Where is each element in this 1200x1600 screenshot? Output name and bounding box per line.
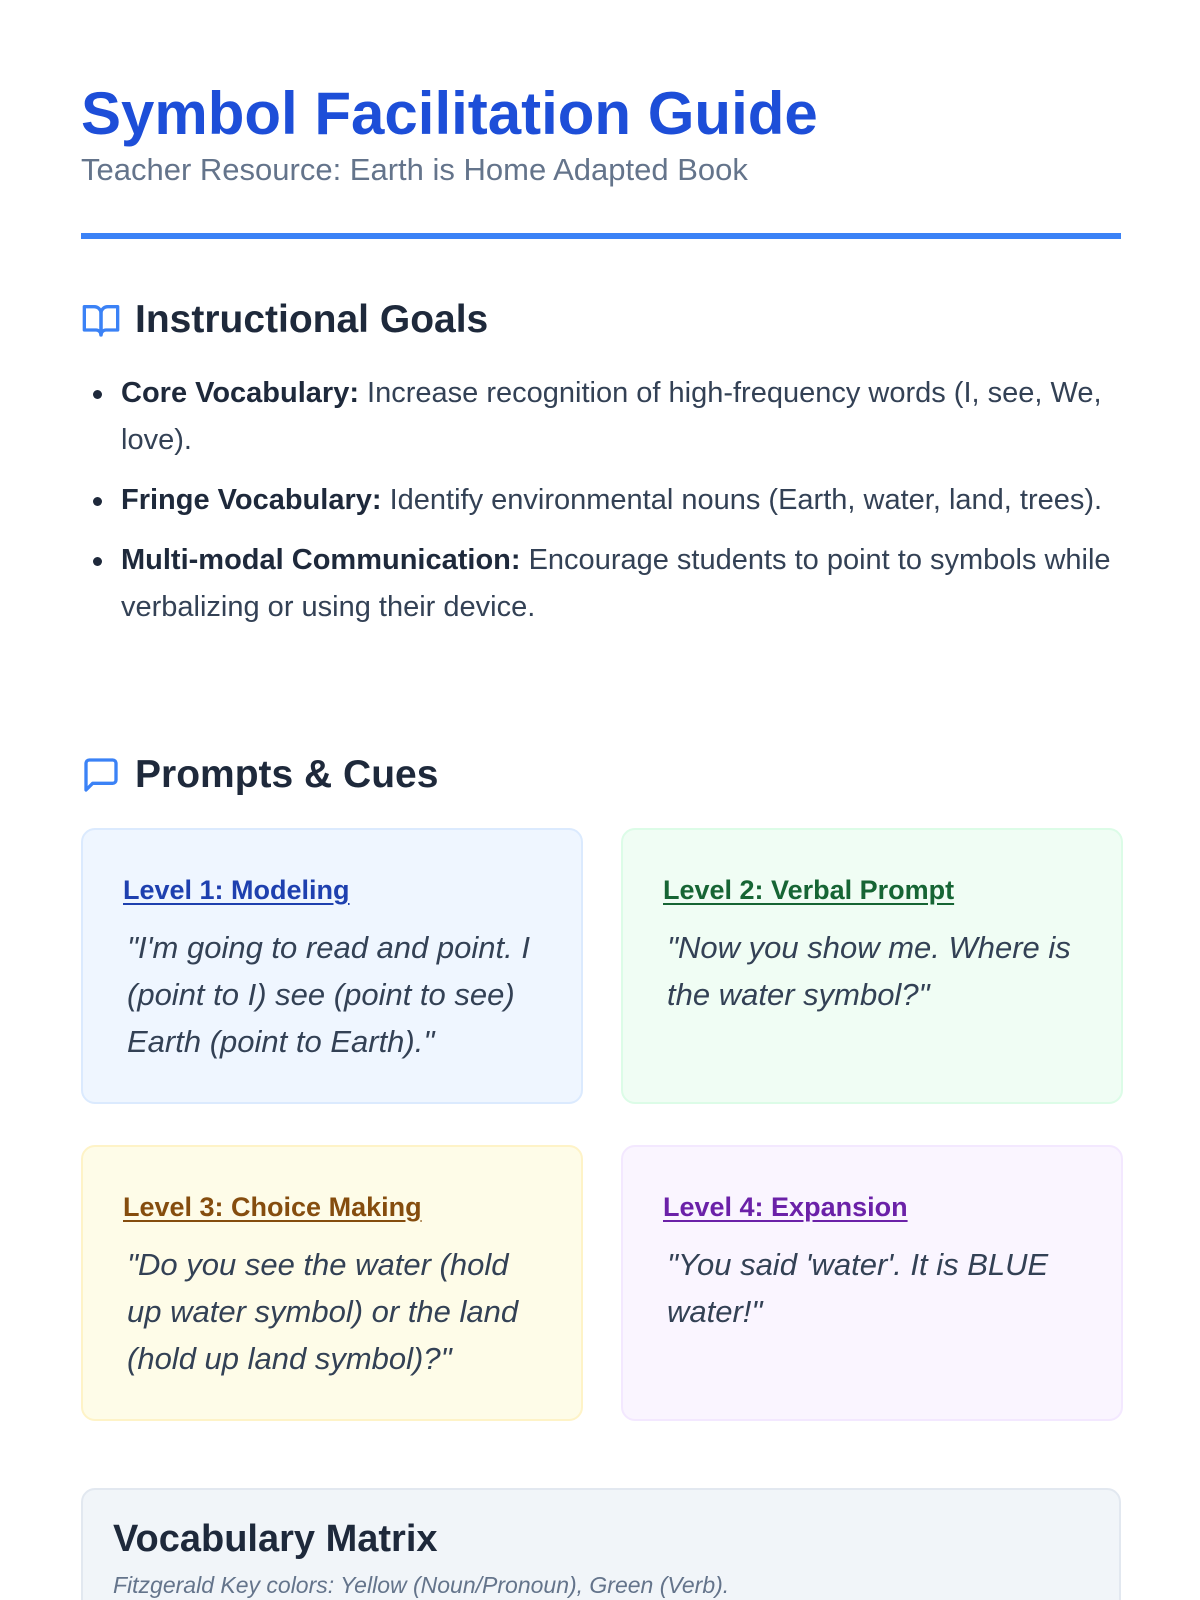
list-item [121,537,1121,631]
level-title: Level 3: Choice Making [123,1192,422,1222]
instructional-goals-heading [81,295,488,345]
goal-text: Encourage students to point to symbols while verbalizing or using their device. [121,544,1111,623]
title-divider [81,233,1121,239]
prompt-quote: "You said 'water'. It is BLUE water!" [667,1247,1049,1329]
section-title: Prompts & Cues [135,753,439,796]
goal-term: Fringe Vocabulary: [121,484,382,516]
open-book-icon [81,300,121,340]
goal-text: Identify environmental nouns (Earth, water, land, trees). [381,484,1103,516]
prompt-card-level-1 [81,828,583,1104]
page-title: Symbol Facilitation Guide [81,80,818,147]
prompt-card-level-4 [621,1145,1123,1421]
matrix-note: Fitzgerald Key colors: Yellow (Noun/Pronoun), Green (Verb). [113,1572,730,1598]
prompts-cues-heading [81,750,438,800]
page-subtitle: Teacher Resource: Earth is Home Adapted Book [81,152,748,187]
goal-term: Multi-modal Communication: [121,544,521,576]
prompt-card-level-2 [621,828,1123,1104]
vocabulary-matrix-panel [81,1488,1121,1600]
prompt-card-level-3 [81,1145,583,1421]
goal-text: Increase recognition of high-frequency words (I, see, We, love). [121,377,1102,456]
prompt-quote: "Now you show me. Where is the water symbol?" [667,930,1071,1012]
level-title: Level 4: Expansion [663,1192,908,1222]
goals-list [81,370,1121,644]
list-item [121,477,1121,524]
level-title: Level 2: Verbal Prompt [663,875,955,905]
speech-bubble-icon [81,755,121,795]
level-title: Level 1: Modeling [123,875,350,905]
section-title: Instructional Goals [135,298,489,341]
prompt-quote: "I'm going to read and point. I (point to I) see (point to see) Earth (point to Earth)." [127,930,530,1059]
goal-term: Core Vocabulary: [121,377,359,409]
prompt-quote: "Do you see the water (hold up water symbol) or the land (hold up land symbol)?" [127,1247,519,1376]
list-item [121,370,1121,464]
matrix-title: Vocabulary Matrix [113,1518,438,1560]
